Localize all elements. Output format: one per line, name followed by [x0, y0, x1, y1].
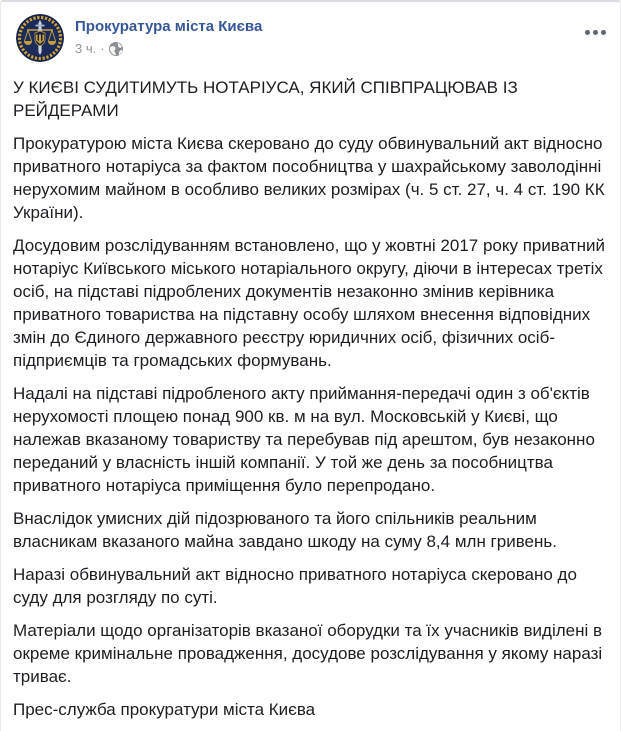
page-name-link[interactable]: Прокуратура міста Києва	[75, 18, 263, 35]
post-body	[13, 76, 608, 721]
prosecutor-emblem-icon	[16, 14, 64, 62]
post-header	[13, 14, 608, 62]
meta-separator: ·	[100, 41, 105, 56]
privacy-globe-icon	[109, 42, 123, 56]
timestamp-link[interactable]: 3 ч.	[75, 41, 97, 56]
page-avatar[interactable]	[16, 14, 64, 62]
post-headline: У КИЄВІ СУДИТИМУТЬ НОТАРІУСА, ЯКИЙ СПІВПРАЦЮВАВ ІЗ РЕЙДЕРАМИ	[13, 78, 518, 120]
post-paragraph: Прокуратурою міста Києва скеровано до суду обвинувальний акт відносно приватного нотаріуса за фактом пособництва у шахрайському заволодінні нерухомим майном в особливо великих розмірах (ч. 5 ст. 27, ч. 4 ст. 190 КК України).	[13, 134, 605, 222]
more-options-button[interactable]	[572, 20, 606, 44]
post-paragraph: Матеріали щодо організаторів вказаної оборудки та їх учасників виділені в окреме кримінальне провадження, досудове розслідування у якому наразі триває.	[13, 621, 603, 686]
header-meta	[75, 14, 262, 57]
timestamp-row	[75, 40, 262, 57]
post-paragraph: Внаслідок умисних дій підозрюваного та його спільників реальним власникам вказаного майна завдано шкоду на суму 8,4 млн гривень.	[13, 509, 557, 551]
ellipsis-icon	[585, 30, 606, 35]
post-paragraph: Досудовим розслідуванням встановлено, що у жовтні 2017 року приватний нотаріус Київського міського нотаріального округу, діючи в інтересах третіх осіб, на підставі підроблених документів незаконно змінив керівника приватного товариства на підставну особу шляхом внесення відповідних змін до Єдиного державного реєстру юридичних осіб, фізичних осіб-підприємців та громадських формувань.	[13, 236, 605, 370]
post-paragraph: Наразі обвинувальний акт відносно приватного нотаріуса скеровано до суду для розгляду по суті.	[13, 565, 577, 607]
post-paragraph: Надалі на підставі підробленого акту приймання-передачі один з об'єктів нерухомості площею понад 900 кв. м на вул. Московській у Києві, що належав вказаному товариству та перебував під арештом, був незаконно переданий у власність іншій компанії. У той же день за пособництва приватного нотаріуса приміщення було перепродано.	[13, 384, 595, 495]
post-signature: Прес-служба прокуратури міста Києва	[13, 700, 316, 719]
